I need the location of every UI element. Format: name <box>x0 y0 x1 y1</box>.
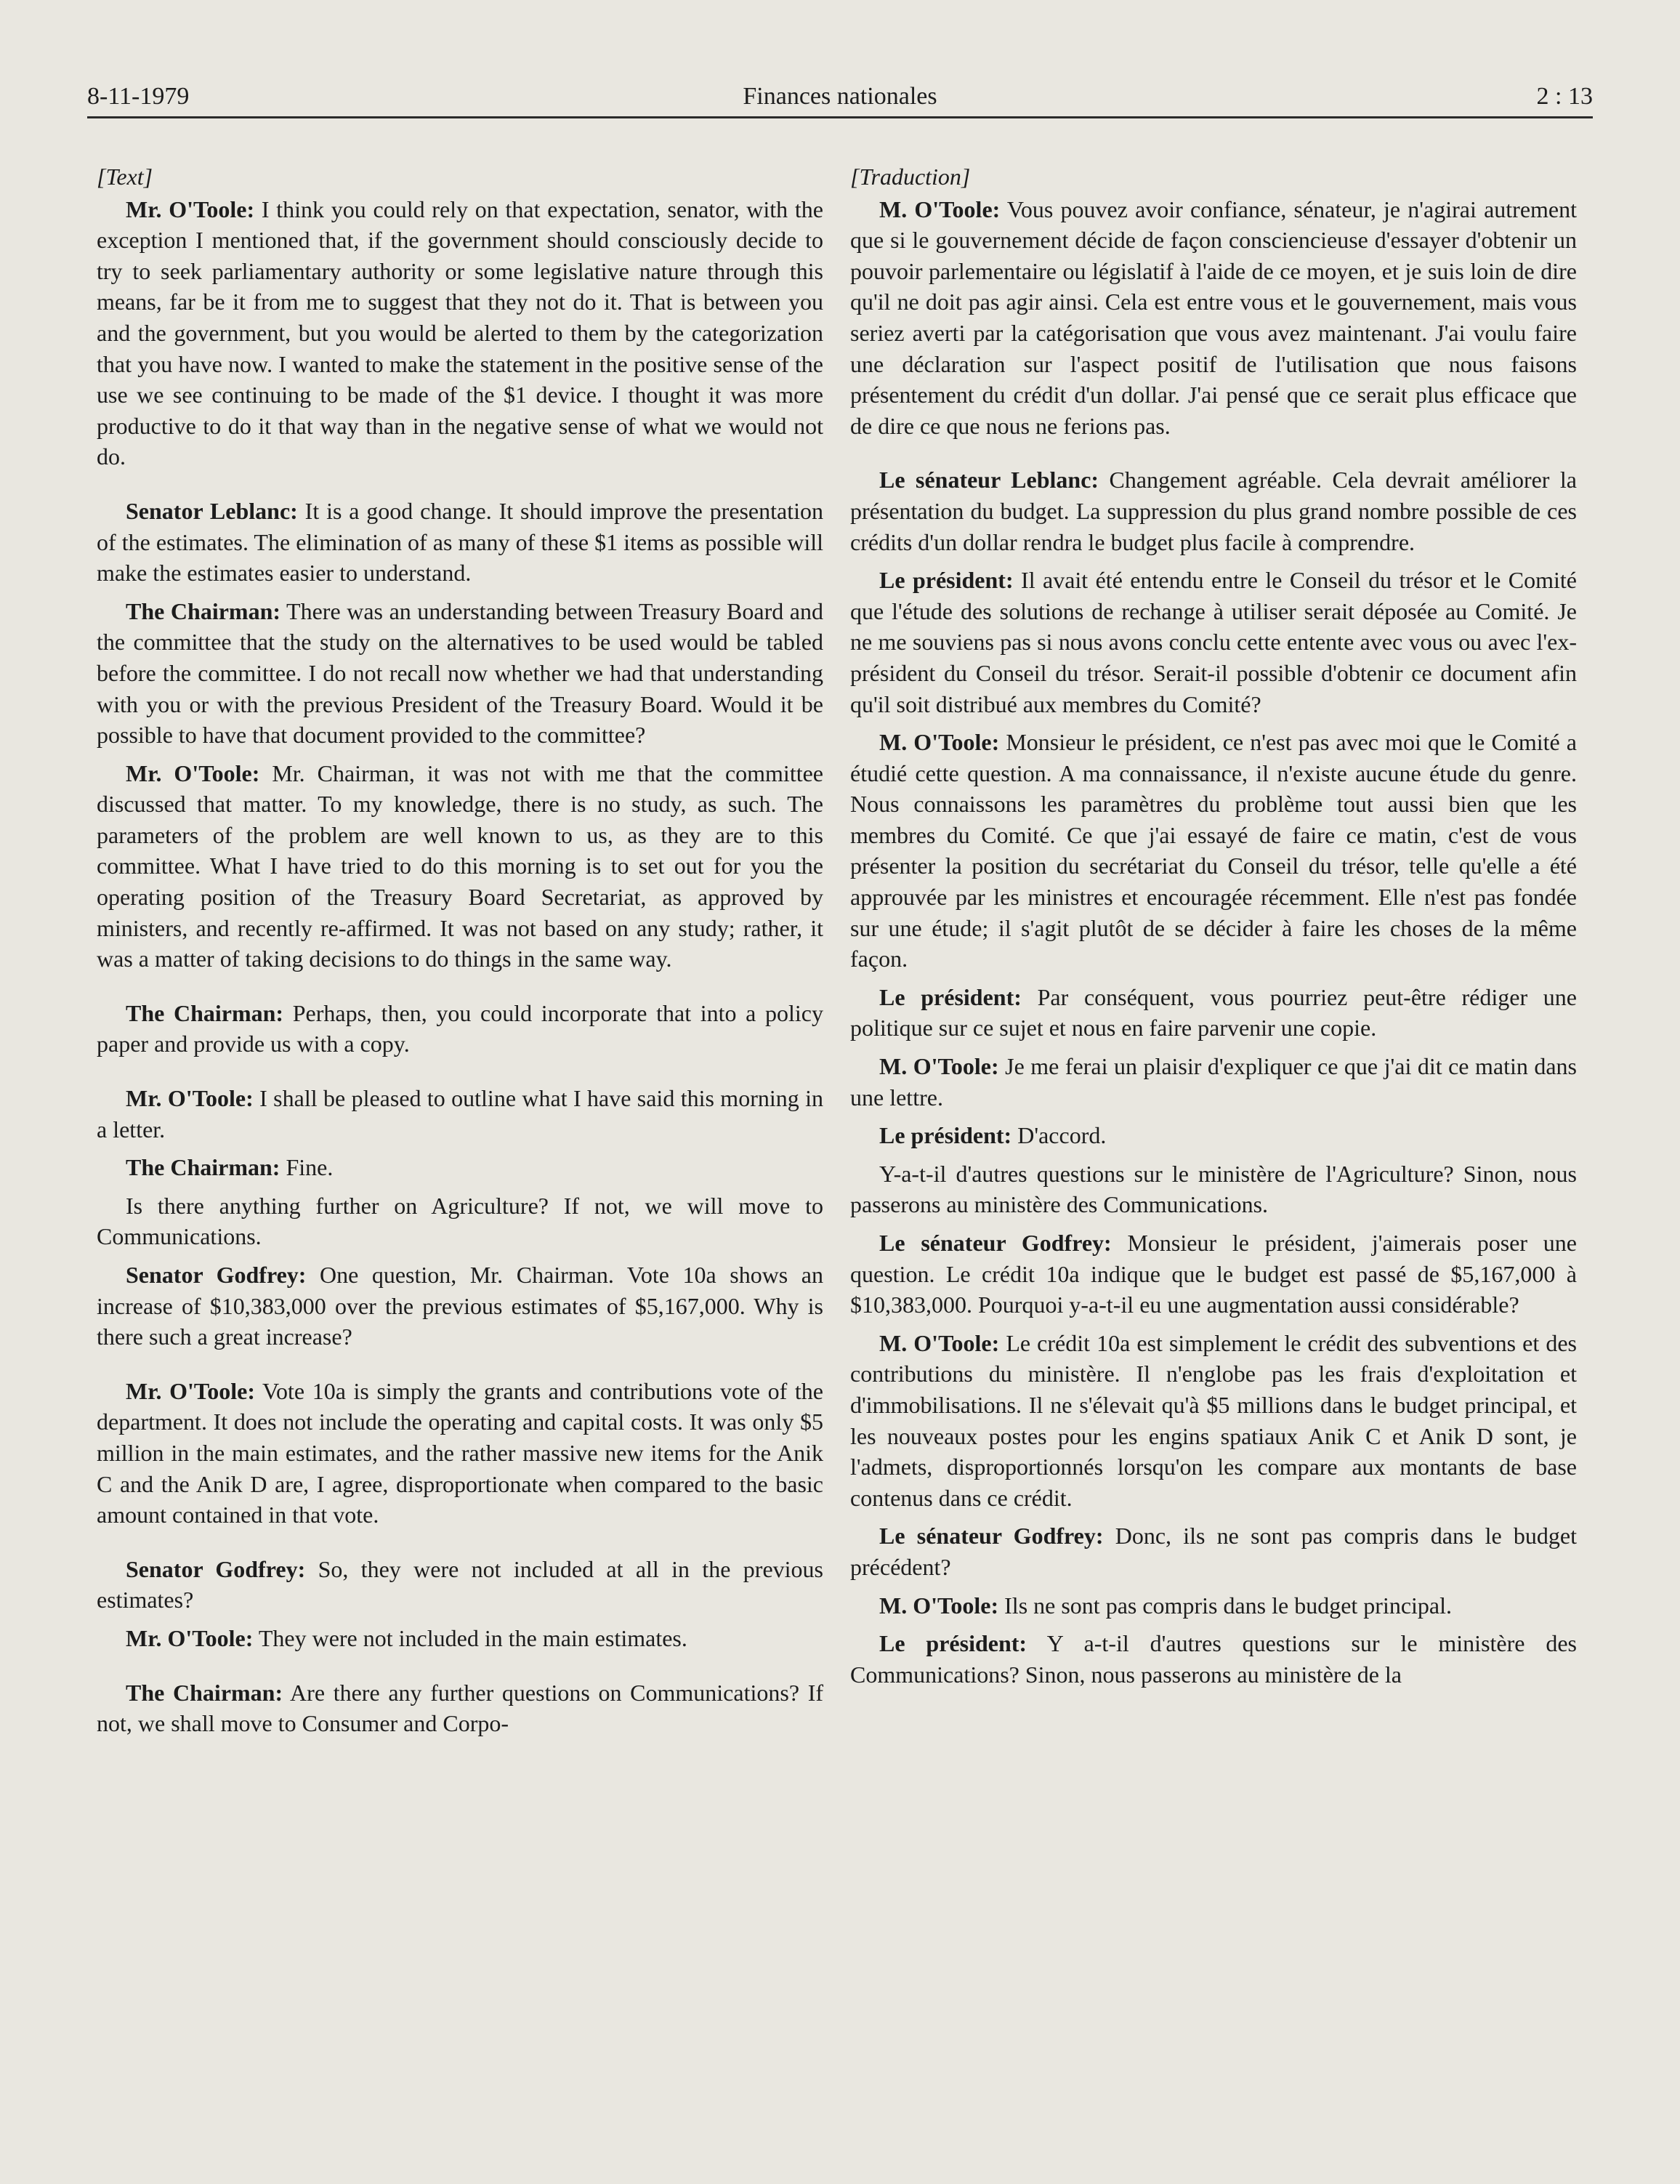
paragraph-text: It is a good change. It should improve the presentation of the estimates. The elimination of as many of these $1 items as possible will make the estimates easier to understand. <box>97 497 824 587</box>
speaker-name: M. O'Toole: <box>879 196 1001 222</box>
paragraph-text: There was an understanding between Treasury Board and the committee that the study on the alternatives to be used would be tabled before the committee. I do not recall now whether we had that understanding with you or with the previous President of the Treasury Board. Would it be possible to have that document provided to the committee? <box>97 597 824 749</box>
speaker-name: The Chairman: <box>126 1154 280 1181</box>
paragraph-text: Mr. Chairman, it was not with me that the committee discussed that matter. To my knowledge, there is no study, as such. The parameters of the problem are well known to us, as they are to this committee. What I have tried to do this morning is to set out for you the operating position of the Treasury Board Secretariat, as approved by ministers, and recently re-affirmed. It was not based on any study; rather, it was a matter of taking decisions to do things in the same way. <box>97 759 824 972</box>
paragraph <box>850 1120 1577 1151</box>
paragraph <box>97 496 823 589</box>
paragraph <box>97 194 823 472</box>
paragraph <box>850 1628 1577 1690</box>
paragraph-text: Y a-t-il d'autres questions sur le ministère des Communications? Sinon, nous passerons au ministère de la <box>850 1630 1577 1688</box>
paragraph-text: One question, Mr. Chairman. Vote 10a shows an increase of $10,383,000 over the previous estimates of $5,167,000. Why is there such a great increase? <box>97 1262 824 1350</box>
speaker-name: M. O'Toole: <box>879 1329 1000 1356</box>
paragraph-text: Il avait été entendu entre le Conseil du trésor et le Comité que l'étude des solutions de rechange à utiliser serait déposée au Comité. Je ne me souviens pas si nous avons conclu cette entente avec vous ou avec l'ex-président du Conseil du trésor. Serait-il possible d'obtenir ce document afin qu'il soit distribué aux membres du Comité? <box>850 567 1578 717</box>
speaker-name: The Chairman: <box>126 1679 283 1706</box>
header-page-number: 2 : 13 <box>1536 83 1593 110</box>
paragraph <box>97 596 823 751</box>
paragraph <box>850 727 1577 975</box>
paragraph-text: Par conséquent, vous pourriez peut-être rédiger une politique sur ce sujet et nous en faire parvenir une copie. <box>850 983 1578 1041</box>
speaker-name: Senator Godfrey: <box>126 1262 307 1288</box>
paragraph-text: Monsieur le président, ce n'est pas avec moi que le Comité a étudié cette question. A ma connaissance, il n'existe aucune étude du genre. Nous connaissons les paramètres du problème tout aussi bien que les membres du Comité. Ce que j'ai essayé de faire ce matin, c'est de vous présenter la position du secrétariat du Conseil du trésor, telle qu'elle a été approuvée par les ministres et encouragée récemment. Elle n'est pas fondée sur une étude; il s'agit plutôt de se décider à faire les choses de la même façon. <box>850 729 1578 972</box>
paragraph <box>850 194 1577 442</box>
header-date: 8-11-1979 <box>87 83 190 110</box>
speaker-name: Mr. O'Toole: <box>126 759 260 786</box>
paragraph-text: Changement agréable. Cela devrait améliorer la présentation du budget. La suppression du plus grand nombre possible de ces crédits d'un dollar rendra le budget plus facile à comprendre. <box>850 467 1577 555</box>
paragraph <box>850 1159 1577 1220</box>
page-header <box>87 78 1593 118</box>
paragraph-text: Le crédit 10a est simplement le crédit des subventions et des contributions du ministère. Il n'englobe pas les frais d'exploitation et d'immobilisations. Il ne s'élevait qu'à $5 millions dans le budget principal, et les nouveaux postes pour les engins spatiaux Anik C et Anik D sont, je l'admets, disproportionnés lorsqu'on les compare aux montants de base contenus dans ce crédit. <box>850 1329 1578 1511</box>
paragraph-text: Perhaps, then, you could incorporate that into a policy paper and provide us with a copy. <box>97 999 824 1057</box>
paragraph-text: I shall be pleased to outline what I have said this morning in a letter. <box>97 1085 824 1143</box>
paragraph-text: They were not included in the main estimates. <box>253 1624 687 1651</box>
speaker-name: Le sénateur Godfrey: <box>879 1523 1104 1550</box>
paragraph-text: Vote 10a is simply the grants and contributions vote of the department. It does not include the operating and capital costs. It was only $5 million in the main estimates, and the rather massive new items for the Anik C and the Anik D are, I agree, disproportionate when compared to the basic amount contained in that vote. <box>97 1377 824 1528</box>
speaker-name: Le président: <box>879 983 1022 1010</box>
paragraph-text: Is there anything further on Agriculture? If not, we will move to Communications. <box>97 1192 823 1250</box>
paragraph-text: Vous pouvez avoir confiance, sénateur, je n'agirai autrement que si le gouvernement décide de façon consciencieuse d'essayer d'obtenir un pouvoir parlementaire ou législatif à l'aide de ce moyen, et je suis loin de dire qu'il ne doit pas agir ainsi. Cela est entre vous et le gouvernement, mais vous seriez averti par la catégorisation que vous avez maintenant. J'ai voulu faire une déclaration sur l'aspect positif de l'utilisation que nous faisons présentement du crédit d'un dollar. J'ai pensé que ce serait plus efficace que de dire ce que nous ne ferions pas. <box>850 196 1578 439</box>
speaker-name: Le président: <box>879 567 1014 594</box>
paragraph <box>97 998 823 1060</box>
paragraph <box>850 1590 1577 1621</box>
paragraph <box>97 1190 823 1252</box>
paragraph-text: Donc, ils ne sont pas compris dans le budget précédent? <box>850 1523 1578 1580</box>
speaker-name: Senator Godfrey: <box>126 1555 306 1582</box>
paragraph-text: Are there any further questions on Communications? If not, we shall move to Consumer and Corpo- <box>97 1679 824 1737</box>
speaker-name: Le président: <box>879 1630 1027 1657</box>
paragraph-text: Je me ferai un plaisir d'expliquer ce que j'ai dit ce matin dans une lettre. <box>850 1053 1578 1111</box>
speaker-name: Senator Leblanc: <box>126 497 298 524</box>
paragraph-text: Y-a-t-il d'autres questions sur le ministère de l'Agriculture? Sinon, nous passerons au ministère des Communications. <box>850 1160 1577 1218</box>
speaker-name: Mr. O'Toole: <box>126 1085 254 1112</box>
paragraph <box>97 758 823 975</box>
header-title: Finances nationales <box>743 83 937 110</box>
speaker-name: Mr. O'Toole: <box>126 196 255 222</box>
paragraph <box>850 1328 1577 1514</box>
paragraph-text: So, they were not included at all in the previous estimates? <box>97 1555 824 1613</box>
speaker-name: M. O'Toole: <box>879 729 1000 756</box>
speaker-name: The Chairman: <box>126 597 281 624</box>
language-tag: [Traduction] <box>850 164 971 190</box>
speaker-name: Mr. O'Toole: <box>126 1624 254 1651</box>
speaker-name: Le sénateur Leblanc: <box>879 467 1099 493</box>
paragraph <box>97 1083 823 1145</box>
speaker-name: Mr. O'Toole: <box>126 1377 256 1404</box>
language-tag: [Text] <box>97 164 153 190</box>
paragraph <box>97 1677 823 1739</box>
paragraph <box>850 1520 1577 1582</box>
speaker-name: Le sénateur Godfrey: <box>879 1230 1112 1256</box>
paragraph <box>850 982 1577 1044</box>
paragraph-text: Ils ne sont pas compris dans le budget principal. <box>998 1592 1453 1619</box>
paragraph-text: I think you could rely on that expectation, senator, with the exception I mentioned that, if the government should consciously decide to try to seek parliamentary authority or some legislative nature through this means, far be it from me to suggest that they not do it. That is between you and the government, but you would be alerted to them by the categorization that you have now. I wanted to make the statement in the positive sense of the use we see continuing to be made of the $1 device. I thought it was more productive to do it that way than in the negative sense of what we would not do. <box>97 196 824 470</box>
english-column <box>97 161 823 1746</box>
paragraph <box>97 1260 823 1353</box>
paragraph-text: D'accord. <box>1011 1122 1107 1149</box>
paragraph <box>97 1152 823 1183</box>
paragraph <box>850 565 1577 720</box>
french-column <box>850 161 1577 1697</box>
paragraph <box>97 1623 823 1654</box>
speaker-name: M. O'Toole: <box>879 1053 999 1080</box>
paragraph-text: Fine. <box>280 1154 334 1181</box>
speaker-name: M. O'Toole: <box>879 1592 999 1619</box>
paragraph <box>850 1051 1577 1113</box>
paragraph-text: Monsieur le président, j'aimerais poser une question. Le crédit 10a indique que le budget est passé de $5,167,000 à $10,383,000. Pourquoi y-a-t-il eu une augmentation aussi considérable? <box>850 1230 1578 1318</box>
paragraph <box>97 1554 823 1616</box>
paragraph <box>850 1228 1577 1321</box>
speaker-name: The Chairman: <box>126 999 284 1026</box>
paragraph <box>850 464 1577 557</box>
paragraph <box>97 1376 823 1531</box>
speaker-name: Le président: <box>879 1122 1012 1149</box>
